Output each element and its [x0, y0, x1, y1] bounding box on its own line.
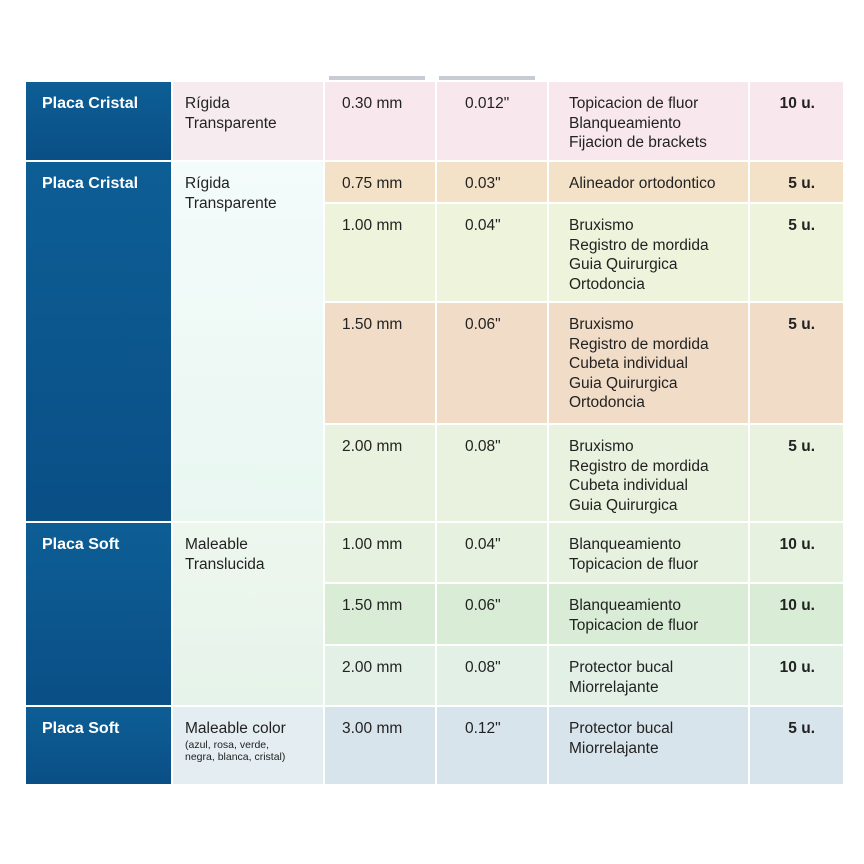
uses-cell: [549, 82, 748, 160]
quantity-cell: 5 u.: [750, 303, 843, 423]
quantity-cell: 10 u.: [750, 646, 843, 705]
thickness-mm-cell: 1.00 mm: [325, 523, 435, 582]
use-line: Registro de mordida: [569, 457, 709, 475]
use-line: Blanqueamiento: [569, 536, 682, 553]
thickness-inch-cell: 0.03": [437, 162, 547, 202]
use-line: Miorrelajante: [569, 678, 659, 696]
use-line: Cubeta individual: [569, 477, 688, 494]
description-line: Rígida: [185, 95, 230, 112]
thickness-mm-cell: 1.50 mm: [325, 584, 435, 644]
quantity-cell: 5 u.: [750, 204, 843, 301]
description-line: Rígida: [185, 175, 230, 192]
thickness-inch-cell: 0.08": [437, 646, 547, 705]
quantity-cell: 10 u.: [750, 584, 843, 644]
thickness-mm-cell: 2.00 mm: [325, 646, 435, 705]
thickness-inch-cell: 0.06": [437, 584, 547, 644]
quantity-cell: 10 u.: [750, 523, 843, 582]
use-line: Guia Quirurgica: [569, 256, 678, 273]
thickness-inch-cell: 0.012": [437, 82, 547, 160]
use-line: Bruxismo: [569, 217, 634, 234]
description-cell: [173, 82, 323, 160]
use-line: Registro de mordida: [569, 335, 709, 353]
description-cell: [173, 162, 323, 521]
uses-cell: [549, 584, 748, 644]
use-line: Bruxismo: [569, 438, 634, 455]
use-line: Registro de mordida: [569, 236, 709, 254]
uses-cell: [549, 646, 748, 705]
use-line: Ortodoncia: [569, 394, 645, 411]
description-cell: [173, 523, 323, 705]
top-strip-left: [329, 76, 425, 80]
thickness-mm-cell: 0.30 mm: [325, 82, 435, 160]
category-cell: Placa Soft: [26, 707, 171, 784]
thickness-mm-cell: 3.00 mm: [325, 707, 435, 784]
use-line: Miorrelajante: [569, 739, 659, 757]
thickness-inch-cell: 0.08": [437, 425, 547, 521]
thickness-mm-cell: 1.00 mm: [325, 204, 435, 301]
description-line: Translucida: [185, 555, 265, 573]
use-line: Protector bucal: [569, 659, 674, 676]
use-line: Topicacion de fluor: [569, 555, 699, 573]
category-cell: Placa Cristal: [26, 82, 171, 160]
use-line: Blanqueamiento: [569, 114, 682, 132]
use-line: Ortodoncia: [569, 275, 645, 293]
category-cell: Placa Cristal: [26, 162, 171, 521]
category-cell: Placa Soft: [26, 523, 171, 705]
use-line: Cubeta individual: [569, 355, 688, 372]
description-line: Maleable: [185, 536, 248, 553]
thickness-inch-cell: 0.04": [437, 523, 547, 582]
description-line: Maleable color: [185, 720, 286, 737]
use-line: Bruxismo: [569, 316, 634, 333]
thickness-inch-cell: 0.06": [437, 303, 547, 423]
uses-cell: [549, 204, 748, 301]
product-table: [26, 82, 833, 768]
quantity-cell: 5 u.: [750, 162, 843, 202]
uses-cell: [549, 523, 748, 582]
use-line: Topicacion de fluor: [569, 95, 699, 112]
top-strip-right: [439, 76, 535, 80]
uses-cell: [549, 162, 748, 202]
uses-cell: [549, 303, 748, 423]
description-cell: [173, 707, 323, 784]
description-note: negra, blanca, cristal): [185, 750, 286, 763]
uses-cell: [549, 425, 748, 521]
quantity-cell: 5 u.: [750, 707, 843, 784]
description-note: (azul, rosa, verde,: [185, 738, 270, 751]
thickness-inch-cell: 0.12": [437, 707, 547, 784]
thickness-inch-cell: 0.04": [437, 204, 547, 301]
quantity-cell: 10 u.: [750, 82, 843, 160]
use-line: Guia Quirurgica: [569, 496, 678, 514]
description-line: Transparente: [185, 114, 277, 132]
description-line: Transparente: [185, 194, 277, 212]
thickness-mm-cell: 2.00 mm: [325, 425, 435, 521]
use-line: Alineador ortodontico: [569, 175, 716, 192]
thickness-mm-cell: 1.50 mm: [325, 303, 435, 423]
uses-cell: [549, 707, 748, 784]
use-line: Fijacion de brackets: [569, 134, 707, 151]
thickness-mm-cell: 0.75 mm: [325, 162, 435, 202]
use-line: Protector bucal: [569, 720, 674, 737]
use-line: Topicacion de fluor: [569, 616, 699, 634]
use-line: Blanqueamiento: [569, 597, 682, 614]
use-line: Guia Quirurgica: [569, 374, 678, 392]
quantity-cell: 5 u.: [750, 425, 843, 521]
